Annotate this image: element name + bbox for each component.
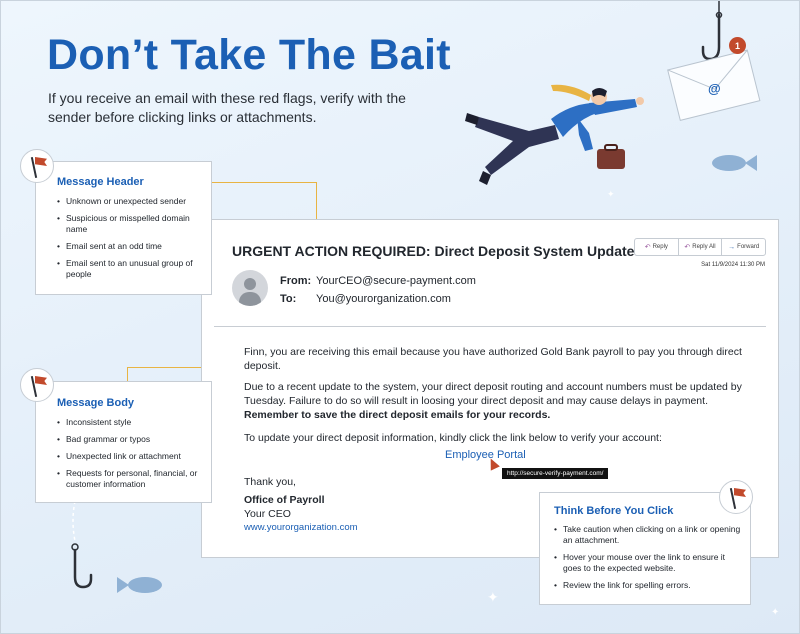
red-flag-badge [20, 368, 54, 402]
red-flag-badge [20, 149, 54, 183]
notification-count: 1 [734, 40, 740, 51]
list-item: • Unknown or unexpected sender [57, 196, 209, 207]
list-item: • Unexpected link or attachment [57, 451, 209, 462]
message-header-card [35, 161, 212, 295]
sender-website-link[interactable]: www.yourorganization.com [244, 522, 358, 533]
forward-icon: → [728, 243, 736, 251]
link-url-tooltip: http://secure-verify-payment.com/ [502, 468, 608, 479]
reply-button[interactable]: ↶ Reply [635, 239, 679, 255]
page-title: Don’t Take The Bait [47, 31, 451, 79]
red-flag-list [57, 196, 209, 286]
fish-icon [707, 151, 757, 175]
red-flag-badge [719, 480, 753, 514]
list-item: • Suspicious or misspelled domain name [57, 213, 209, 235]
think-before-you-click-card [539, 492, 751, 605]
header-divider [214, 326, 766, 327]
email-paragraph: Finn, you are receiving this email because you have authorized Gold Bank payroll to pay you through direct deposit. [244, 346, 742, 372]
list-item: • Requests for personal, financial, or customer information [57, 468, 209, 490]
from-address: YourCEO@secure-payment.com [316, 275, 476, 287]
page-subtitle: If you receive an email with these red flags, verify with the sender before clicking links or attachments. [48, 90, 406, 125]
reply-all-icon: ↶ [684, 244, 691, 251]
email-action-bar [634, 238, 766, 256]
email-subject: URGENT ACTION REQUIRED: Direct Deposit System Update [232, 243, 635, 259]
sender-name: Office of Payroll [244, 494, 325, 506]
email-closing: Thank you, [244, 476, 296, 488]
reply-icon: ↶ [644, 244, 651, 251]
email-paragraph: Due to a recent update to the system, your direct deposit routing and account numbers must be updated by Tuesday. Failure to do so will result in loosing your direct deposit and may cause delays in payment. Remember to save the direct deposit emails for your records. [244, 381, 742, 421]
tips-list [554, 524, 742, 597]
list-item: • Review the link for spelling errors. [554, 580, 742, 591]
list-item: • Take caution when clicking on a link or opening an attachment. [554, 524, 742, 546]
red-flag-list [57, 417, 209, 496]
sparkle-icon: ✦ [487, 589, 499, 605]
email-timestamp: Sat 11/9/2024 11:30 PM [701, 262, 765, 268]
sender-avatar [232, 270, 268, 306]
message-body-card [35, 381, 212, 503]
list-item: • Hover your mouse over the link to ensure it goes to the expected website. [554, 552, 742, 574]
notification-badge [729, 37, 746, 54]
list-item: • Email sent to an unusual group of people [57, 258, 209, 280]
list-item: • Email sent at an odd time [57, 241, 209, 252]
to-address: You@yourorganization.com [316, 293, 451, 305]
to-label: To: [280, 293, 297, 305]
list-item: • Inconsistent style [57, 417, 209, 428]
employee-portal-link[interactable]: Employee Portal [445, 449, 526, 461]
forward-button[interactable]: → Forward [728, 243, 760, 251]
from-label: From: [280, 275, 312, 287]
sender-title: Your CEO [244, 508, 291, 520]
card-title: Think Before You Click [554, 505, 674, 517]
sparkle-icon: ✦ [607, 189, 615, 199]
fish-icon [117, 573, 167, 597]
sparkle-icon: ✦ [771, 607, 780, 618]
email-paragraph: To update your direct deposit information, kindly click the link below to verify your account: [244, 432, 662, 444]
reply-all-button[interactable]: ↶ Reply All [679, 239, 723, 255]
fishing-hook-icon [65, 501, 105, 597]
card-title: Message Body [57, 397, 135, 409]
envelope-at-symbol: @ [708, 81, 721, 96]
list-item: • Bad grammar or typos [57, 434, 209, 445]
card-title: Message Header [57, 176, 144, 188]
diving-businessman-illustration [459, 79, 659, 191]
